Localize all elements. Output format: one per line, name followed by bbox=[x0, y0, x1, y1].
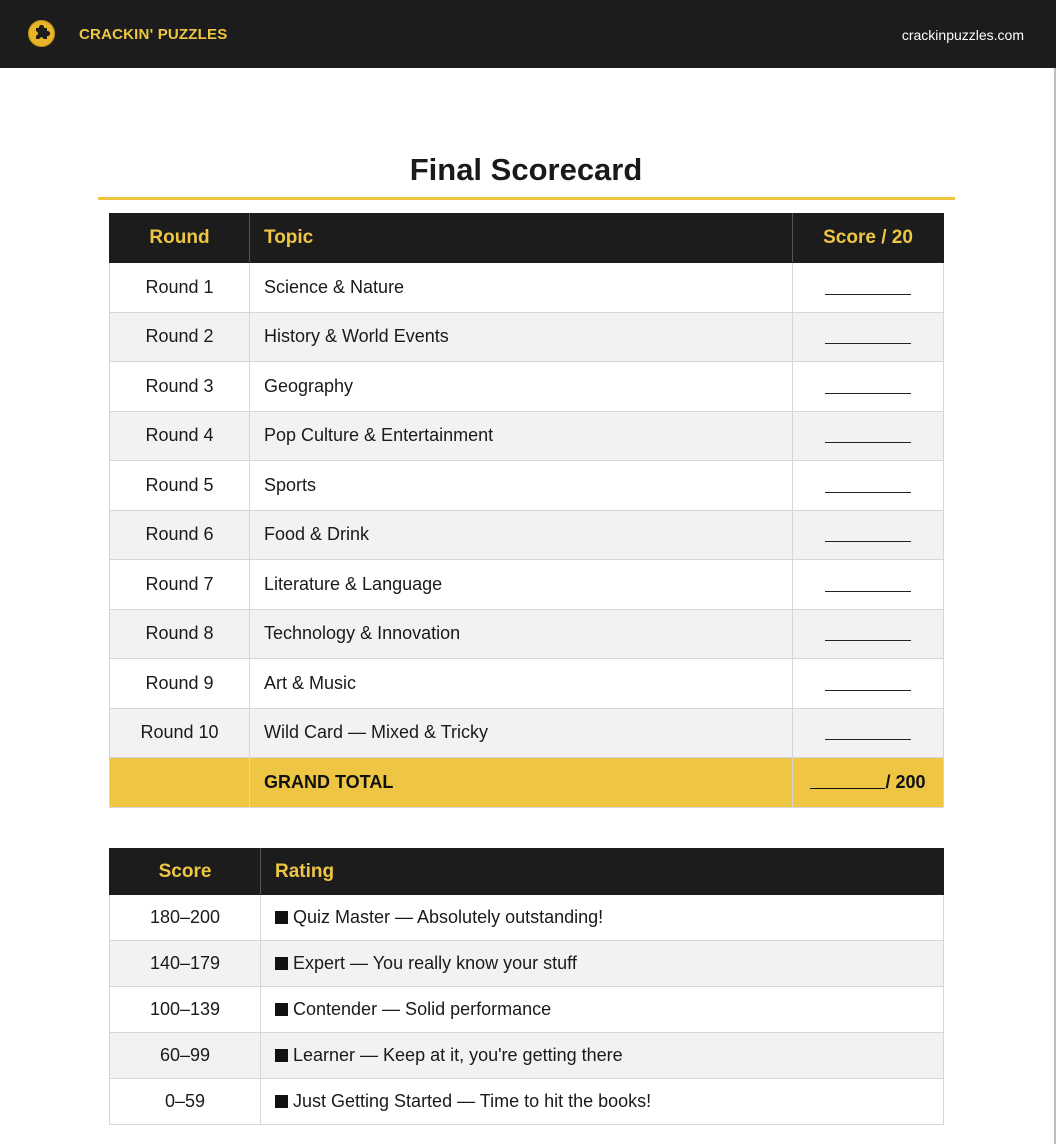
table-row bbox=[110, 510, 944, 560]
score-blank[interactable] bbox=[793, 708, 944, 758]
table-row bbox=[110, 941, 944, 987]
round-cell: Round 10 bbox=[110, 708, 250, 758]
puzzle-piece-icon bbox=[28, 20, 55, 47]
topic-cell: Sports bbox=[250, 461, 793, 511]
score-range-cell: 140–179 bbox=[110, 941, 261, 987]
rating-cell bbox=[261, 941, 944, 987]
top-bar bbox=[0, 0, 1056, 68]
table-row bbox=[110, 659, 944, 709]
total-empty-cell bbox=[110, 758, 250, 808]
rating-text: Learner — Keep at it, you're getting there bbox=[293, 1045, 623, 1065]
scorecard-table bbox=[109, 213, 944, 808]
title-underline bbox=[98, 197, 955, 200]
table-row bbox=[110, 560, 944, 610]
topic-cell: Pop Culture & Entertainment bbox=[250, 411, 793, 461]
table-row bbox=[110, 312, 944, 362]
rating-table bbox=[109, 848, 944, 1125]
topic-cell: Wild Card — Mixed & Tricky bbox=[250, 708, 793, 758]
round-cell: Round 1 bbox=[110, 263, 250, 313]
table-row bbox=[110, 708, 944, 758]
grand-total-row bbox=[110, 758, 944, 808]
score-blank[interactable] bbox=[793, 510, 944, 560]
rating-cell bbox=[261, 987, 944, 1033]
round-cell: Round 3 bbox=[110, 362, 250, 412]
square-bullet-icon bbox=[275, 1095, 288, 1108]
rating-cell bbox=[261, 1079, 944, 1125]
score-blank[interactable] bbox=[793, 312, 944, 362]
score-range-cell: 100–139 bbox=[110, 987, 261, 1033]
rating-cell bbox=[261, 1033, 944, 1079]
grand-total-suffix: / 200 bbox=[885, 771, 926, 792]
topic-cell: Art & Music bbox=[250, 659, 793, 709]
score-range-cell: 0–59 bbox=[110, 1079, 261, 1125]
grand-total-label: GRAND TOTAL bbox=[250, 758, 793, 808]
table-row bbox=[110, 411, 944, 461]
score-blank[interactable] bbox=[793, 263, 944, 313]
table-row bbox=[110, 263, 944, 313]
score-blank[interactable] bbox=[793, 609, 944, 659]
rating-text: Contender — Solid performance bbox=[293, 999, 552, 1019]
score-blank[interactable] bbox=[793, 560, 944, 610]
round-cell: Round 7 bbox=[110, 560, 250, 610]
topic-cell: Science & Nature bbox=[250, 263, 793, 313]
table-row bbox=[110, 362, 944, 412]
round-cell: Round 9 bbox=[110, 659, 250, 709]
topic-cell: Geography bbox=[250, 362, 793, 412]
score-blank[interactable] bbox=[793, 461, 944, 511]
square-bullet-icon bbox=[275, 1049, 288, 1062]
column-header-score: Score / 20 bbox=[793, 214, 944, 263]
round-cell: Round 2 bbox=[110, 312, 250, 362]
score-range-cell: 180–200 bbox=[110, 895, 261, 941]
column-header-rating: Rating bbox=[261, 849, 944, 895]
score-blank[interactable] bbox=[793, 659, 944, 709]
page-title: Final Scorecard bbox=[409, 152, 643, 187]
score-range-cell: 60–99 bbox=[110, 1033, 261, 1079]
square-bullet-icon bbox=[275, 957, 288, 970]
table-row bbox=[110, 609, 944, 659]
table-row bbox=[110, 1079, 944, 1125]
round-cell: Round 4 bbox=[110, 411, 250, 461]
square-bullet-icon bbox=[275, 1003, 288, 1016]
round-cell: Round 5 bbox=[110, 461, 250, 511]
column-header-round: Round bbox=[110, 214, 250, 263]
site-url[interactable]: crackinpuzzles.com bbox=[901, 27, 1024, 43]
topic-cell: Food & Drink bbox=[250, 510, 793, 560]
topic-cell: History & World Events bbox=[250, 312, 793, 362]
square-bullet-icon bbox=[275, 911, 288, 924]
table-row bbox=[110, 1033, 944, 1079]
score-blank[interactable] bbox=[793, 411, 944, 461]
round-cell: Round 8 bbox=[110, 609, 250, 659]
grand-total-blank[interactable] bbox=[793, 758, 944, 808]
rating-text: Just Getting Started — Time to hit the books! bbox=[293, 1091, 652, 1111]
score-blank[interactable] bbox=[793, 362, 944, 412]
topic-cell: Technology & Innovation bbox=[250, 609, 793, 659]
table-row bbox=[110, 895, 944, 941]
rating-text: Quiz Master — Absolutely outstanding! bbox=[293, 907, 604, 927]
column-header-topic: Topic bbox=[250, 214, 793, 263]
round-cell: Round 6 bbox=[110, 510, 250, 560]
brand-name[interactable]: CRACKIN' PUZZLES bbox=[79, 26, 228, 43]
table-row bbox=[110, 461, 944, 511]
rating-cell bbox=[261, 895, 944, 941]
table-row bbox=[110, 987, 944, 1033]
rating-text: Expert — You really know your stuff bbox=[293, 953, 577, 973]
column-header-score-range: Score bbox=[110, 849, 261, 895]
topic-cell: Literature & Language bbox=[250, 560, 793, 610]
